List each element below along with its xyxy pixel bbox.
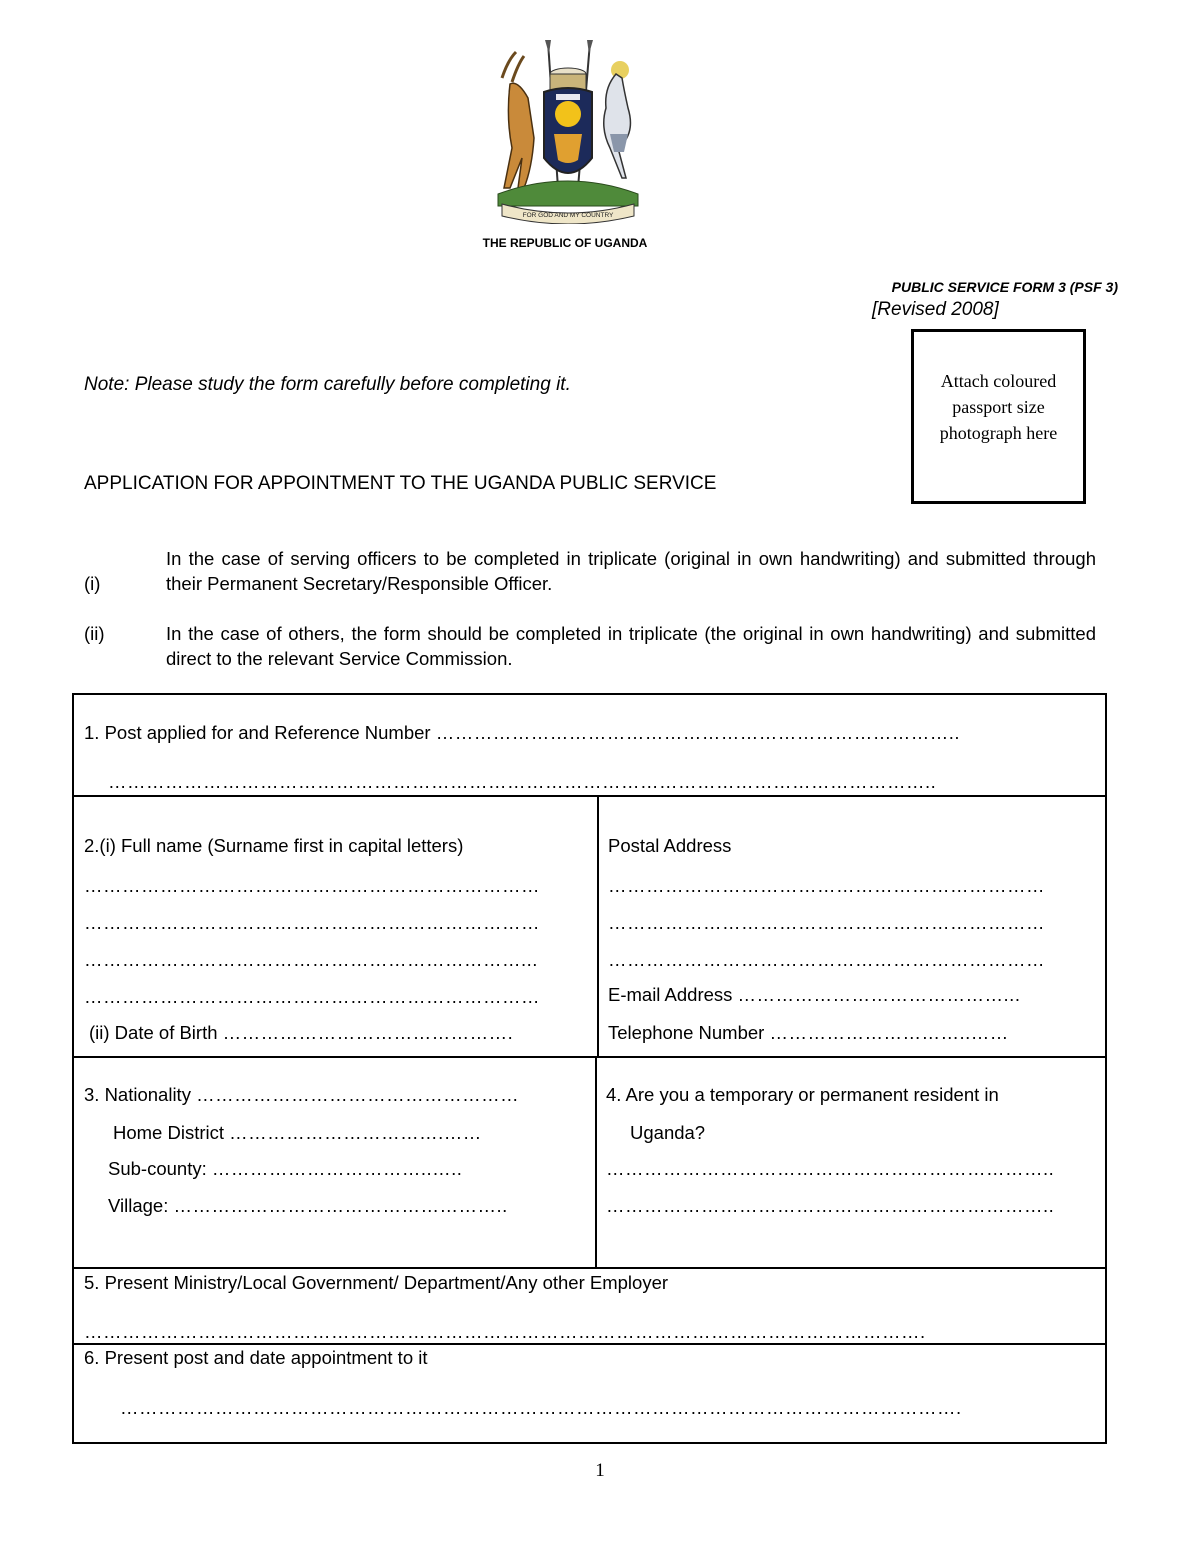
- passport-photo-box[interactable]: [911, 329, 1086, 504]
- sub-county-label: Sub-county:: [108, 1158, 207, 1179]
- photo-box-line: photograph here: [939, 423, 1058, 443]
- full-name-line[interactable]: ………………………………………………………………: [84, 912, 540, 933]
- application-title: APPLICATION FOR APPOINTMENT TO THE UGANDA PUBLIC SERVICE: [84, 473, 717, 494]
- village-field[interactable]: Village: ……………………………………………..: [108, 1195, 508, 1216]
- present-post-label: 6. Present post and date appointment to it: [84, 1347, 428, 1368]
- post-applied-field[interactable]: 1. Post applied for and Reference Number ………………………………………………………………………..: [84, 722, 960, 743]
- instruction-text: In the case of others, the form should be completed in triplicate (the original in own handwriting) and submitted direct to the relevant Service Commission.: [166, 623, 1096, 669]
- residency-question-line2: Uganda?: [630, 1122, 706, 1143]
- full-name-line[interactable]: ………………………………………………………………: [84, 875, 540, 896]
- present-post-line[interactable]: …………………………………………………………………………………………………………………….: [120, 1397, 962, 1418]
- revised-label: [Revised 2008]: [872, 299, 999, 320]
- date-of-birth-label: (ii) Date of Birth: [89, 1022, 218, 1043]
- page-number: 1: [595, 1460, 605, 1481]
- instruction-text: In the case of serving officers to be completed in triplicate (original in own handwriting) and submitted through their Permanent Secretary/Responsible Officer.: [166, 548, 1096, 594]
- village-label: Village:: [108, 1195, 169, 1216]
- republic-heading: THE REPUBLIC OF UGANDA: [482, 236, 648, 250]
- full-name-line[interactable]: ………………………………………………………………: [84, 986, 540, 1007]
- application-form-table: [72, 693, 1107, 1444]
- postal-address-label: Postal Address: [608, 835, 732, 856]
- photo-box-line: passport size: [952, 397, 1045, 417]
- date-of-birth-field[interactable]: (ii) Date of Birth ……………………………………….: [89, 1022, 514, 1043]
- full-name-line[interactable]: ……………………………………………………………...: [84, 949, 538, 970]
- residency-answer-line[interactable]: ……………………………………………………………..: [606, 1195, 1055, 1216]
- postal-address-line[interactable]: ……………………………………………………………: [608, 949, 1045, 970]
- home-district-field[interactable]: Home District …………………………….……: [113, 1122, 482, 1143]
- coat-of-arms-emblem: [488, 38, 646, 224]
- present-employer-line[interactable]: …………………………………………………………………………………………………………………….: [84, 1321, 926, 1342]
- instruction-number: (i): [84, 573, 101, 594]
- residency-question-line1: 4. Are you a temporary or permanent resident in: [606, 1084, 999, 1105]
- crest-motto: FOR GOD AND MY COUNTRY: [522, 212, 614, 219]
- postal-address-line[interactable]: ……………………………………………………………: [608, 875, 1045, 896]
- nationality-field[interactable]: 3. Nationality ……………………………………………: [84, 1084, 520, 1105]
- post-applied-label: 1. Post applied for and Reference Number: [84, 722, 431, 743]
- email-label: E-mail Address: [608, 984, 733, 1005]
- email-field[interactable]: E-mail Address ……………………………………...: [608, 984, 1021, 1005]
- instruction-number: (ii): [84, 623, 105, 644]
- form-number: PUBLIC SERVICE FORM 3 (PSF 3): [891, 279, 1118, 295]
- telephone-label: Telephone Number: [608, 1022, 765, 1043]
- postal-address-line[interactable]: ……………………………………………………………: [608, 912, 1045, 933]
- sub-county-field[interactable]: Sub-county: ……………………………..…..: [108, 1158, 463, 1179]
- residency-answer-line[interactable]: ……………………………………………………………..: [606, 1158, 1055, 1179]
- telephone-field[interactable]: Telephone Number …………………………..……: [608, 1022, 1009, 1043]
- note-text: Note: Please study the form carefully before completing it.: [84, 374, 571, 395]
- nationality-label: 3. Nationality: [84, 1084, 191, 1105]
- photo-box-line: Attach coloured: [940, 371, 1057, 391]
- present-employer-label: 5. Present Ministry/Local Government/ Department/Any other Employer: [84, 1272, 669, 1293]
- home-district-label: Home District: [113, 1122, 225, 1143]
- full-name-label: 2.(i) Full name (Surname first in capital letters): [84, 835, 464, 856]
- post-applied-continuation-line[interactable]: …………………………………………………………………………………………………………………..: [108, 771, 937, 792]
